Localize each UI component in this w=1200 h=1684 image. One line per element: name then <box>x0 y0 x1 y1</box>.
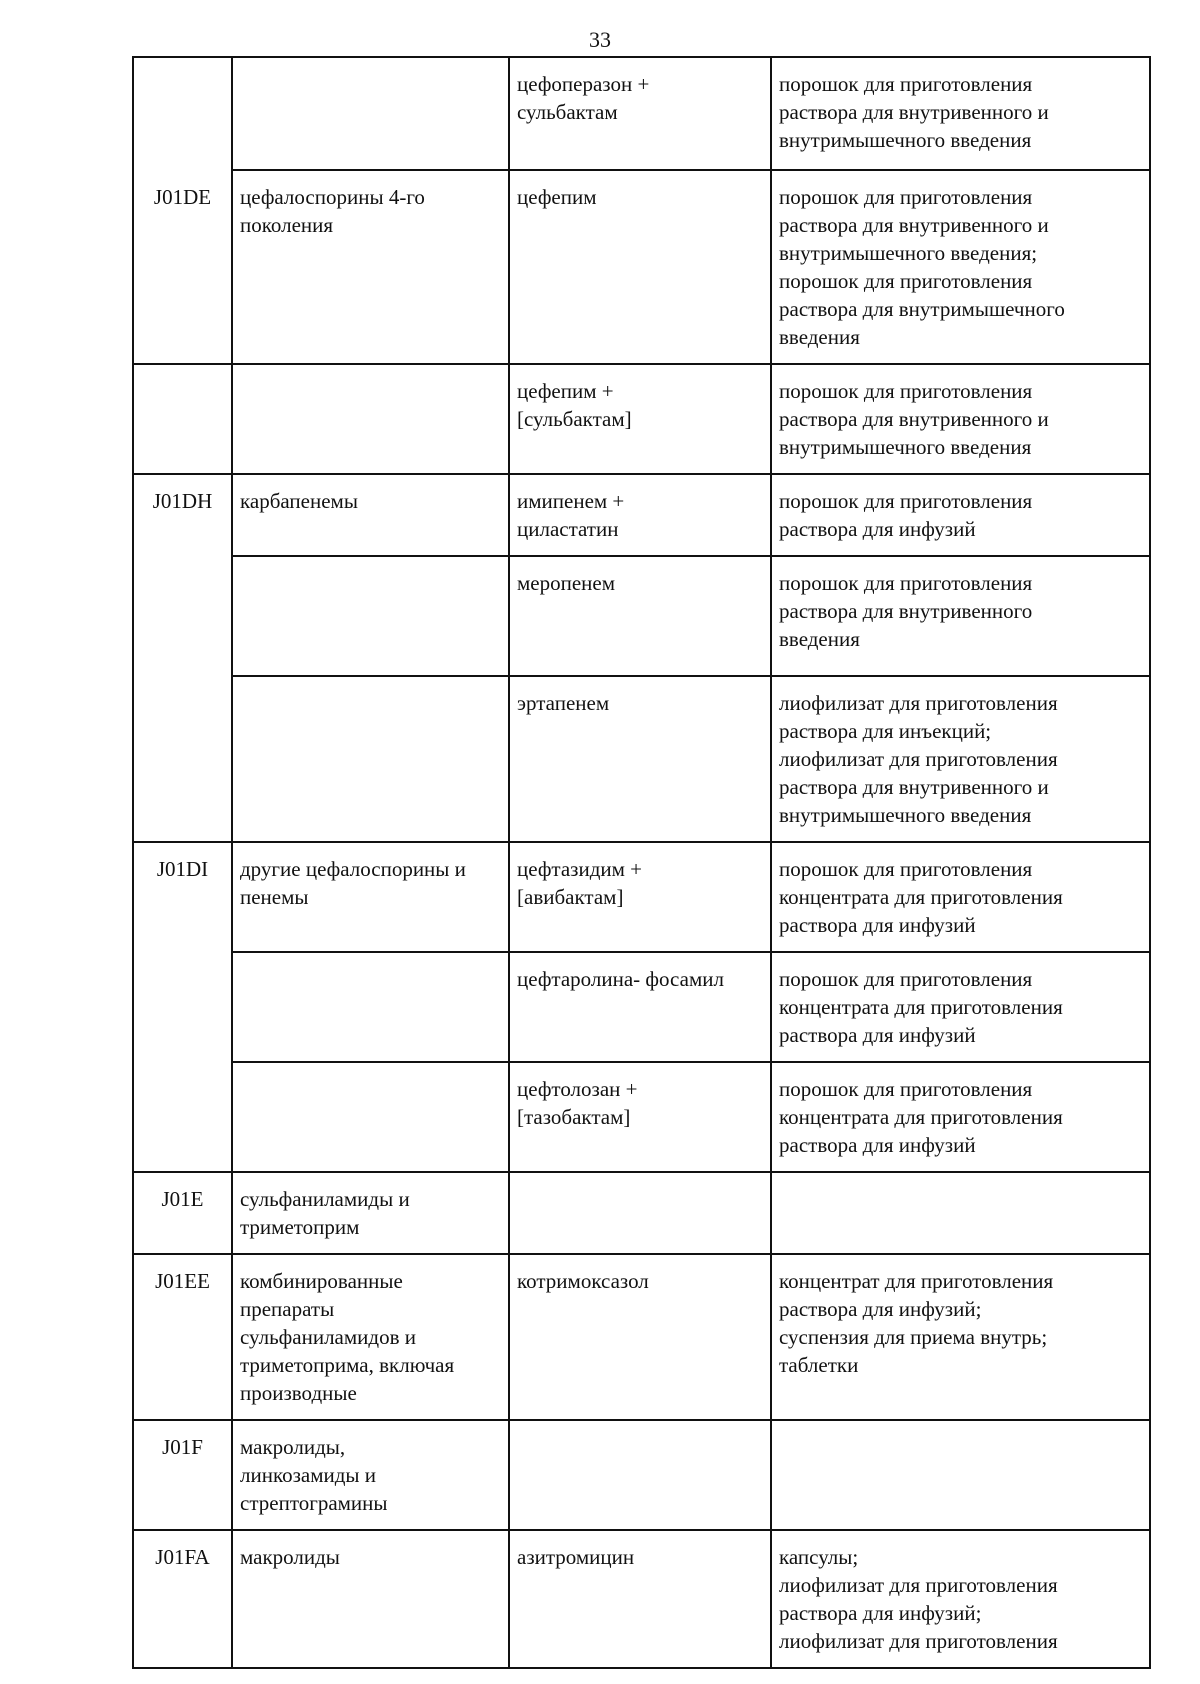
group-cell: цефалоспорины 4-го поколения <box>232 170 509 364</box>
table-row <box>133 556 1150 676</box>
table-row <box>133 676 1150 842</box>
atc-code-cell <box>133 952 232 1062</box>
table-row <box>133 1172 1150 1254</box>
group-cell: макролиды <box>232 1530 509 1668</box>
drug-name-cell: имипенем + циластатин <box>509 474 771 556</box>
drug-table <box>132 56 1151 1669</box>
atc-code-cell: J01F <box>133 1420 232 1530</box>
table-row <box>133 364 1150 474</box>
atc-code-cell <box>133 556 232 676</box>
table-row <box>133 1062 1150 1172</box>
group-cell <box>232 556 509 676</box>
drug-name-cell: цефепим + [сульбактам] <box>509 364 771 474</box>
drug-name-cell: азитромицин <box>509 1530 771 1668</box>
table-row <box>133 474 1150 556</box>
dosage-form-cell: порошок для приготовления раствора для внутривенного и внутримышечного введения <box>771 364 1150 474</box>
drug-name-cell: цефтазидим + [авибактам] <box>509 842 771 952</box>
group-cell: карбапенемы <box>232 474 509 556</box>
dosage-form-cell <box>771 1172 1150 1254</box>
drug-name-cell: цефоперазон + сульбактам <box>509 57 771 170</box>
drug-name-cell: цефепим <box>509 170 771 364</box>
atc-code-cell <box>133 364 232 474</box>
dosage-form-cell: порошок для приготовления концентрата для приготовления раствора для инфузий <box>771 842 1150 952</box>
atc-code-cell: J01DE <box>133 170 232 364</box>
atc-code-cell <box>133 676 232 842</box>
drug-name-cell <box>509 1420 771 1530</box>
dosage-form-cell: концентрат для приготовления раствора для инфузий; суспензия для приема внутрь; таблетки <box>771 1254 1150 1420</box>
dosage-form-cell: лиофилизат для приготовления раствора для инъекций; лиофилизат для приготовления раствора для внутривенного и внутримышечного введения <box>771 676 1150 842</box>
table-row <box>133 842 1150 952</box>
drug-name-cell: цефтолозан + [тазобактам] <box>509 1062 771 1172</box>
group-cell <box>232 1062 509 1172</box>
group-cell: сульфаниламиды и триметоприм <box>232 1172 509 1254</box>
group-cell <box>232 57 509 170</box>
atc-code-cell: J01DI <box>133 842 232 952</box>
dosage-form-cell: порошок для приготовления концентрата для приготовления раствора для инфузий <box>771 1062 1150 1172</box>
drug-name-cell: меропенем <box>509 556 771 676</box>
table-row <box>133 1530 1150 1668</box>
group-cell <box>232 676 509 842</box>
atc-code-cell: J01EE <box>133 1254 232 1420</box>
group-cell: макролиды, линкозамиды и стрептограмины <box>232 1420 509 1530</box>
atc-code-cell: J01E <box>133 1172 232 1254</box>
drug-name-cell <box>509 1172 771 1254</box>
dosage-form-cell: капсулы; лиофилизат для приготовления раствора для инфузий; лиофилизат для приготовления <box>771 1530 1150 1668</box>
dosage-form-cell: порошок для приготовления раствора для внутривенного и внутримышечного введения <box>771 57 1150 170</box>
dosage-form-cell: порошок для приготовления раствора для внутривенного введения <box>771 556 1150 676</box>
dosage-form-cell: порошок для приготовления раствора для внутривенного и внутримышечного введения; порошок для приготовления раствора для внутримышечного введения <box>771 170 1150 364</box>
atc-code-cell: J01FA <box>133 1530 232 1668</box>
table-row <box>133 952 1150 1062</box>
table-row <box>133 1420 1150 1530</box>
dosage-form-cell <box>771 1420 1150 1530</box>
drug-name-cell: эртапенем <box>509 676 771 842</box>
group-cell: комбинированные препараты сульфаниламидов и триметоприма, включая производные <box>232 1254 509 1420</box>
dosage-form-cell: порошок для приготовления концентрата для приготовления раствора для инфузий <box>771 952 1150 1062</box>
page-number: 33 <box>589 27 611 52</box>
atc-code-cell <box>133 57 232 170</box>
group-cell <box>232 952 509 1062</box>
drug-name-cell: котримоксазол <box>509 1254 771 1420</box>
table-row <box>133 170 1150 364</box>
group-cell: другие цефалоспорины и пенемы <box>232 842 509 952</box>
atc-code-cell <box>133 1062 232 1172</box>
group-cell <box>232 364 509 474</box>
atc-code-cell: J01DH <box>133 474 232 556</box>
drug-name-cell: цефтаролина- фосамил <box>509 952 771 1062</box>
table-row <box>133 57 1150 170</box>
table-row <box>133 1254 1150 1420</box>
dosage-form-cell: порошок для приготовления раствора для инфузий <box>771 474 1150 556</box>
